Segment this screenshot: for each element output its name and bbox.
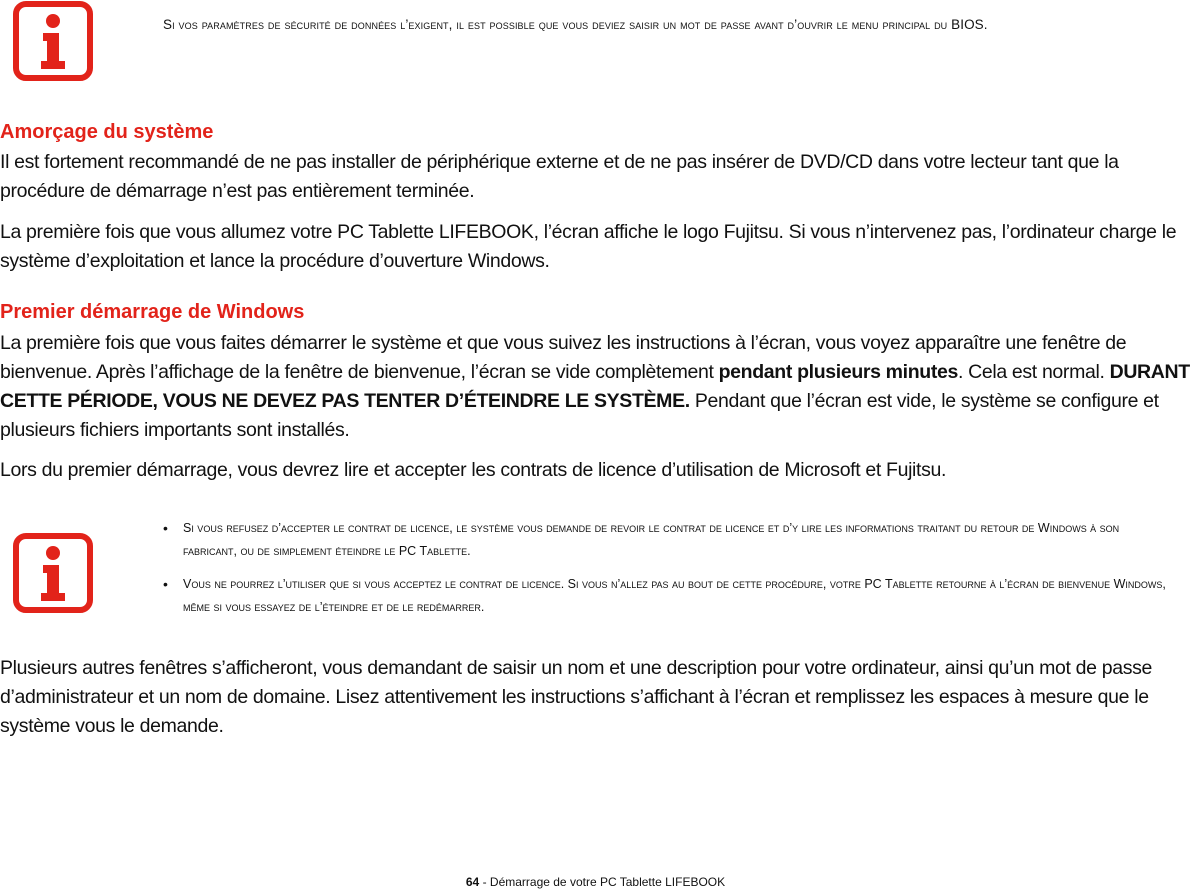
license-note-1: Si vous refusez d’accepter le contrat de licence, le système vous demande de revoir le contrat de licence et d’y lire les informations traitant du retour de Windows à son fabricant, ou de simplement éteindre le PC Tablette. xyxy=(183,521,1120,558)
bullet-marker: • xyxy=(163,576,168,592)
list-item xyxy=(163,517,1173,563)
section-heading-boot: Amorçage du système xyxy=(0,121,214,143)
list-item xyxy=(163,573,1173,619)
closing-paragraph: Plusieurs autres fenêtres s’afficheront, vous demandant de saisir un nom et une description pour votre ordinateur, ainsi qu’un mot de passe d’administrateur et un nom de domaine. Lisez attentivement les instructions s’affichant à l’écran et remplissez les espaces à mesure que le système vous le demande. xyxy=(0,657,1153,737)
boot-paragraph-1: Il est fortement recommandé de ne pas installer de périphérique externe et de ne pas insérer de DVD/CD dans votre lecteur tant que la procédure de démarrage n’est pas entièrement terminée. xyxy=(0,151,1119,202)
page-footer xyxy=(0,874,1191,890)
license-notes-list xyxy=(163,517,1173,629)
first-start-text-3: Pendant que l’écran est vide, le système se configure et plusieurs fichiers importants sont installés. xyxy=(0,390,1159,441)
footer-title: - Démarrage de votre PC Tablette LIFEBOOK xyxy=(479,875,726,889)
first-start-bold-warning: DURANT CETTE PÉRIODE, VOUS NE DEVEZ PAS TENTER D’ÉTEINDRE LE SYSTÈME. xyxy=(0,361,1190,412)
first-start-paragraph-1 xyxy=(0,329,1191,445)
info-icon xyxy=(13,1,93,81)
first-start-bold-duration: pendant plusieurs minutes xyxy=(718,361,958,383)
license-note-2: Vous ne pourrez l’utiliser que si vous acceptez le contrat de licence. Si vous n’allez pas au bout de cette procédure, votre PC Tablette retourne à l’écran de bienvenue Windows, même si vous essayez de l’éteindre et de le redémarrer. xyxy=(183,577,1166,614)
first-start-text-2: . Cela est normal. xyxy=(958,361,1110,383)
first-start-text-1: La première fois que vous faites démarrer le système et que vous suivez les instructions à l’écran, vous voyez apparaître une fenêtre de bienvenue. Après l’affichage de la fenêtre de bienvenue, l’écran se vide complètement xyxy=(0,332,1127,383)
security-note-text: Si vos paramètres de sécurité de données l’exigent, il est possible que vous deviez saisir un mot de passe avant d’ouvrir le menu principal du BIOS. xyxy=(163,17,988,32)
boot-paragraph-2: La première fois que vous allumez votre PC Tablette LIFEBOOK, l’écran affiche le logo Fujitsu. Si vous n’intervenez pas, l’ordinateur charge le système d’exploitation et lance la procédure d’ouverture Windows. xyxy=(0,221,1177,272)
section-heading-first-start: Premier démarrage de Windows xyxy=(0,301,305,323)
first-start-paragraph-2: Lors du premier démarrage, vous devrez lire et accepter les contrats de licence d’utilisation de Microsoft et Fujitsu. xyxy=(0,459,947,481)
info-icon xyxy=(13,533,93,613)
page-number: 64 xyxy=(465,875,480,889)
bullet-marker: • xyxy=(163,520,168,536)
